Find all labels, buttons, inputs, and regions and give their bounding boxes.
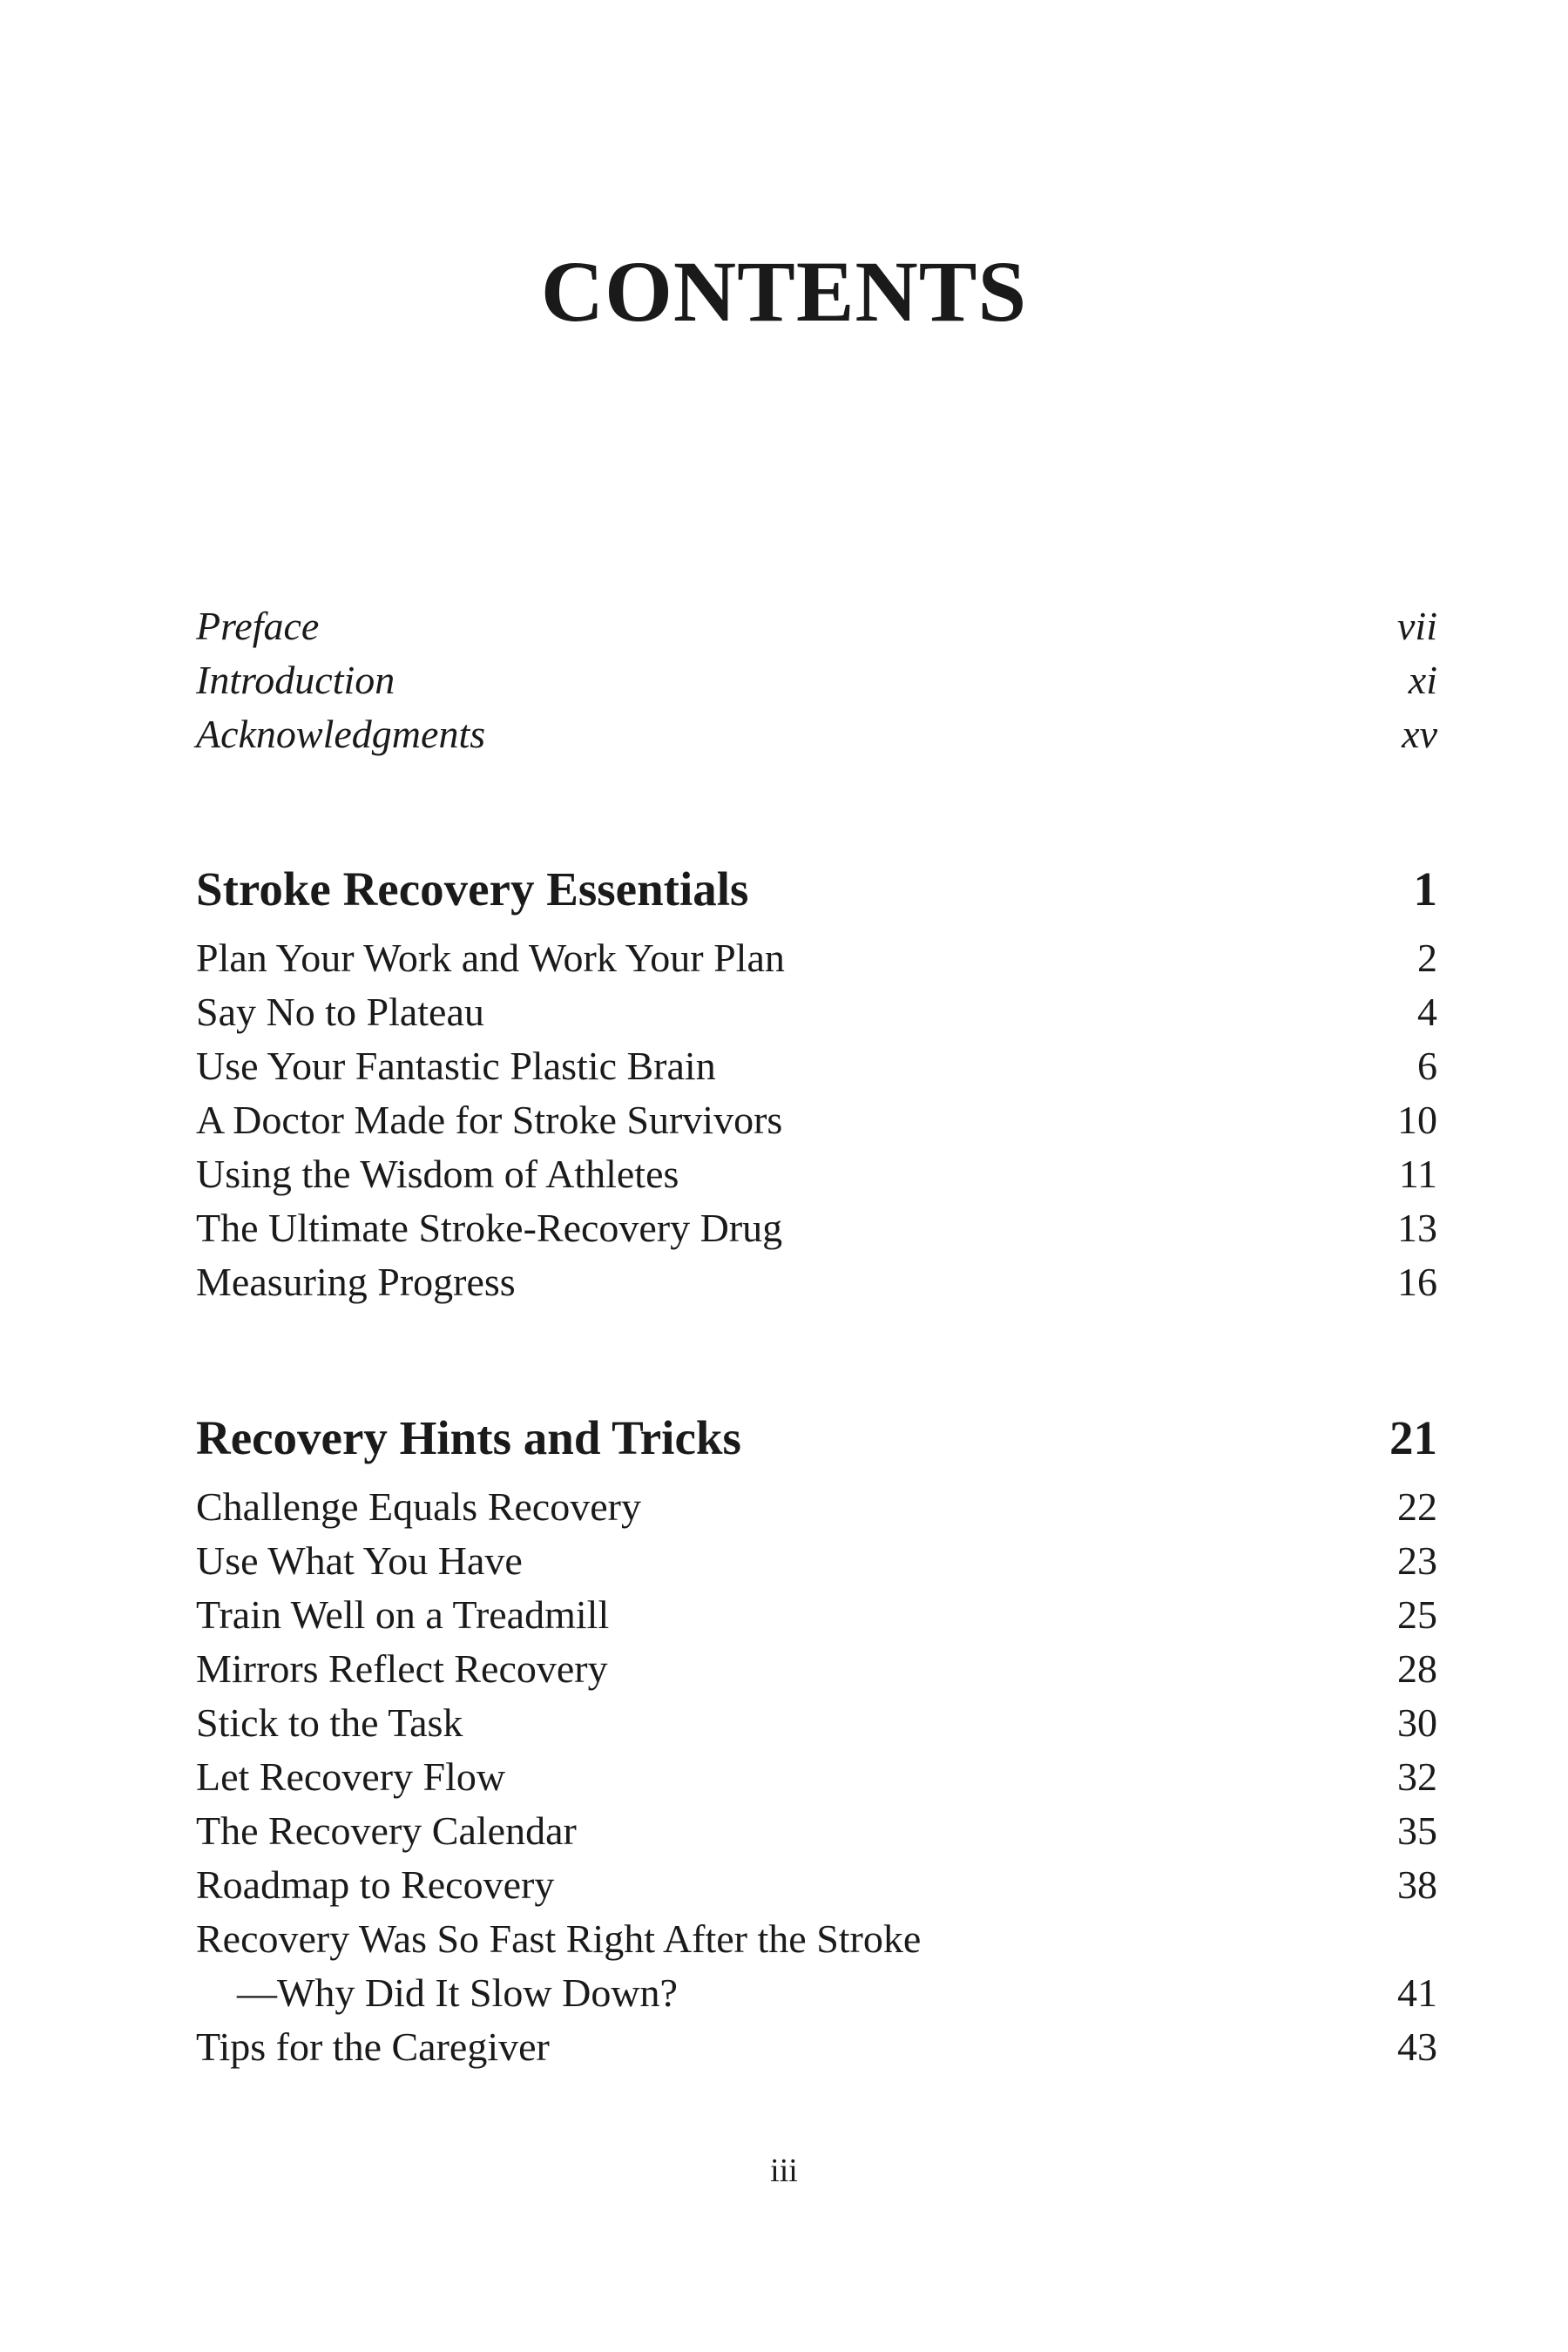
toc-entry[interactable] — [196, 1696, 1437, 1750]
toc-entry[interactable] — [196, 1858, 1437, 1912]
toc-entry-page: 41 — [1397, 1970, 1437, 2015]
toc-entry-title: The Recovery Calendar — [196, 1808, 577, 1853]
toc-entry-title: Train Well on a Treadmill — [196, 1592, 610, 1637]
toc-entry-title: Mirrors Reflect Recovery — [196, 1646, 608, 1691]
toc-entry-page: 35 — [1397, 1808, 1437, 1853]
toc-entry[interactable] — [196, 1093, 1437, 1147]
toc-entry-preface[interactable] — [196, 599, 1437, 653]
toc-entry[interactable] — [196, 2020, 1437, 2074]
toc-entry-page: 6 — [1417, 1044, 1437, 1088]
toc-entry[interactable] — [196, 985, 1437, 1039]
section-title: Recovery Hints and Tricks — [196, 1411, 741, 1464]
toc-entry[interactable] — [196, 1147, 1437, 1201]
toc-entry[interactable] — [196, 1642, 1437, 1696]
toc-entry-page: 32 — [1397, 1754, 1437, 1799]
page-number: iii — [770, 2153, 798, 2189]
toc-entry-page: 30 — [1397, 1700, 1437, 1745]
toc-entry-page: 25 — [1397, 1592, 1437, 1637]
toc-entry-title: Acknowledgments — [196, 712, 486, 756]
toc-entry-page: 16 — [1397, 1260, 1437, 1304]
section-heading[interactable] — [196, 1407, 1437, 1470]
toc-entry[interactable] — [196, 931, 1437, 985]
toc-entry[interactable] — [196, 1039, 1437, 1093]
toc-entry[interactable] — [196, 1588, 1437, 1642]
toc-entry-page: 2 — [1417, 936, 1437, 980]
toc-entry-title: Measuring Progress — [196, 1260, 516, 1304]
front-matter-list — [196, 599, 1437, 761]
toc-entry-page: 22 — [1397, 1484, 1437, 1529]
toc-entry-title: Use What You Have — [196, 1538, 523, 1583]
toc-entry-title: Tips for the Caregiver — [196, 2024, 550, 2069]
toc-entry-title: Say No to Plateau — [196, 990, 484, 1034]
toc-entry-title: Roadmap to Recovery — [196, 1862, 555, 1907]
toc-entry-title: Let Recovery Flow — [196, 1754, 506, 1799]
toc-entry-title: Stick to the Task — [196, 1700, 463, 1745]
toc-entry[interactable] — [196, 1534, 1437, 1588]
toc-entry[interactable] — [196, 1804, 1437, 1858]
toc-entry[interactable] — [196, 1480, 1437, 1534]
toc-entry-title: Introduction — [196, 658, 395, 702]
toc-entry-page: 10 — [1397, 1098, 1437, 1142]
toc-entry-page: 4 — [1417, 990, 1437, 1034]
toc-entry-page: xv — [1402, 712, 1437, 756]
toc-entry-continuation[interactable] — [196, 1966, 1437, 2020]
toc-entry-page: 43 — [1397, 2024, 1437, 2069]
toc-entry-title: Preface — [196, 604, 320, 648]
toc-entry-page: 38 — [1397, 1862, 1437, 1907]
toc-entry-title: —Why Did It Slow Down? — [237, 1970, 678, 2015]
section-page: 1 — [1413, 862, 1437, 916]
toc-entry[interactable] — [196, 1201, 1437, 1255]
section-stroke-recovery-essentials — [196, 858, 1437, 1309]
toc-entry-page: 13 — [1397, 1206, 1437, 1250]
toc-entry-page: xi — [1408, 658, 1437, 702]
toc-entry-title: Recovery Was So Fast Right After the Stroke — [196, 1916, 922, 1961]
toc-entry-title: A Doctor Made for Stroke Survivors — [196, 1098, 783, 1142]
section-heading[interactable] — [196, 858, 1437, 921]
toc-entry[interactable] — [196, 1750, 1437, 1804]
toc-entry[interactable] — [196, 1255, 1437, 1309]
section-title: Stroke Recovery Essentials — [196, 862, 749, 916]
toc-entry-title: Plan Your Work and Work Your Plan — [196, 936, 785, 980]
toc-entry-page: 23 — [1397, 1538, 1437, 1583]
toc-entry-title: The Ultimate Stroke-Recovery Drug — [196, 1206, 783, 1250]
toc-entry-page: 11 — [1398, 1152, 1437, 1196]
section-recovery-hints-and-tricks — [196, 1407, 1437, 2074]
section-page: 21 — [1389, 1411, 1437, 1464]
toc-entry-title: Challenge Equals Recovery — [196, 1484, 641, 1529]
page-title: CONTENTS — [540, 243, 1028, 340]
toc-entry[interactable] — [196, 1912, 1437, 1966]
toc-entry-page: vii — [1397, 604, 1437, 648]
toc-entry-title: Using the Wisdom of Athletes — [196, 1152, 679, 1196]
toc-entry-page: 28 — [1397, 1646, 1437, 1691]
toc-entry-acknowledgments[interactable] — [196, 707, 1437, 761]
toc-entry-title: Use Your Fantastic Plastic Brain — [196, 1044, 716, 1088]
toc-entry-introduction[interactable] — [196, 653, 1437, 707]
